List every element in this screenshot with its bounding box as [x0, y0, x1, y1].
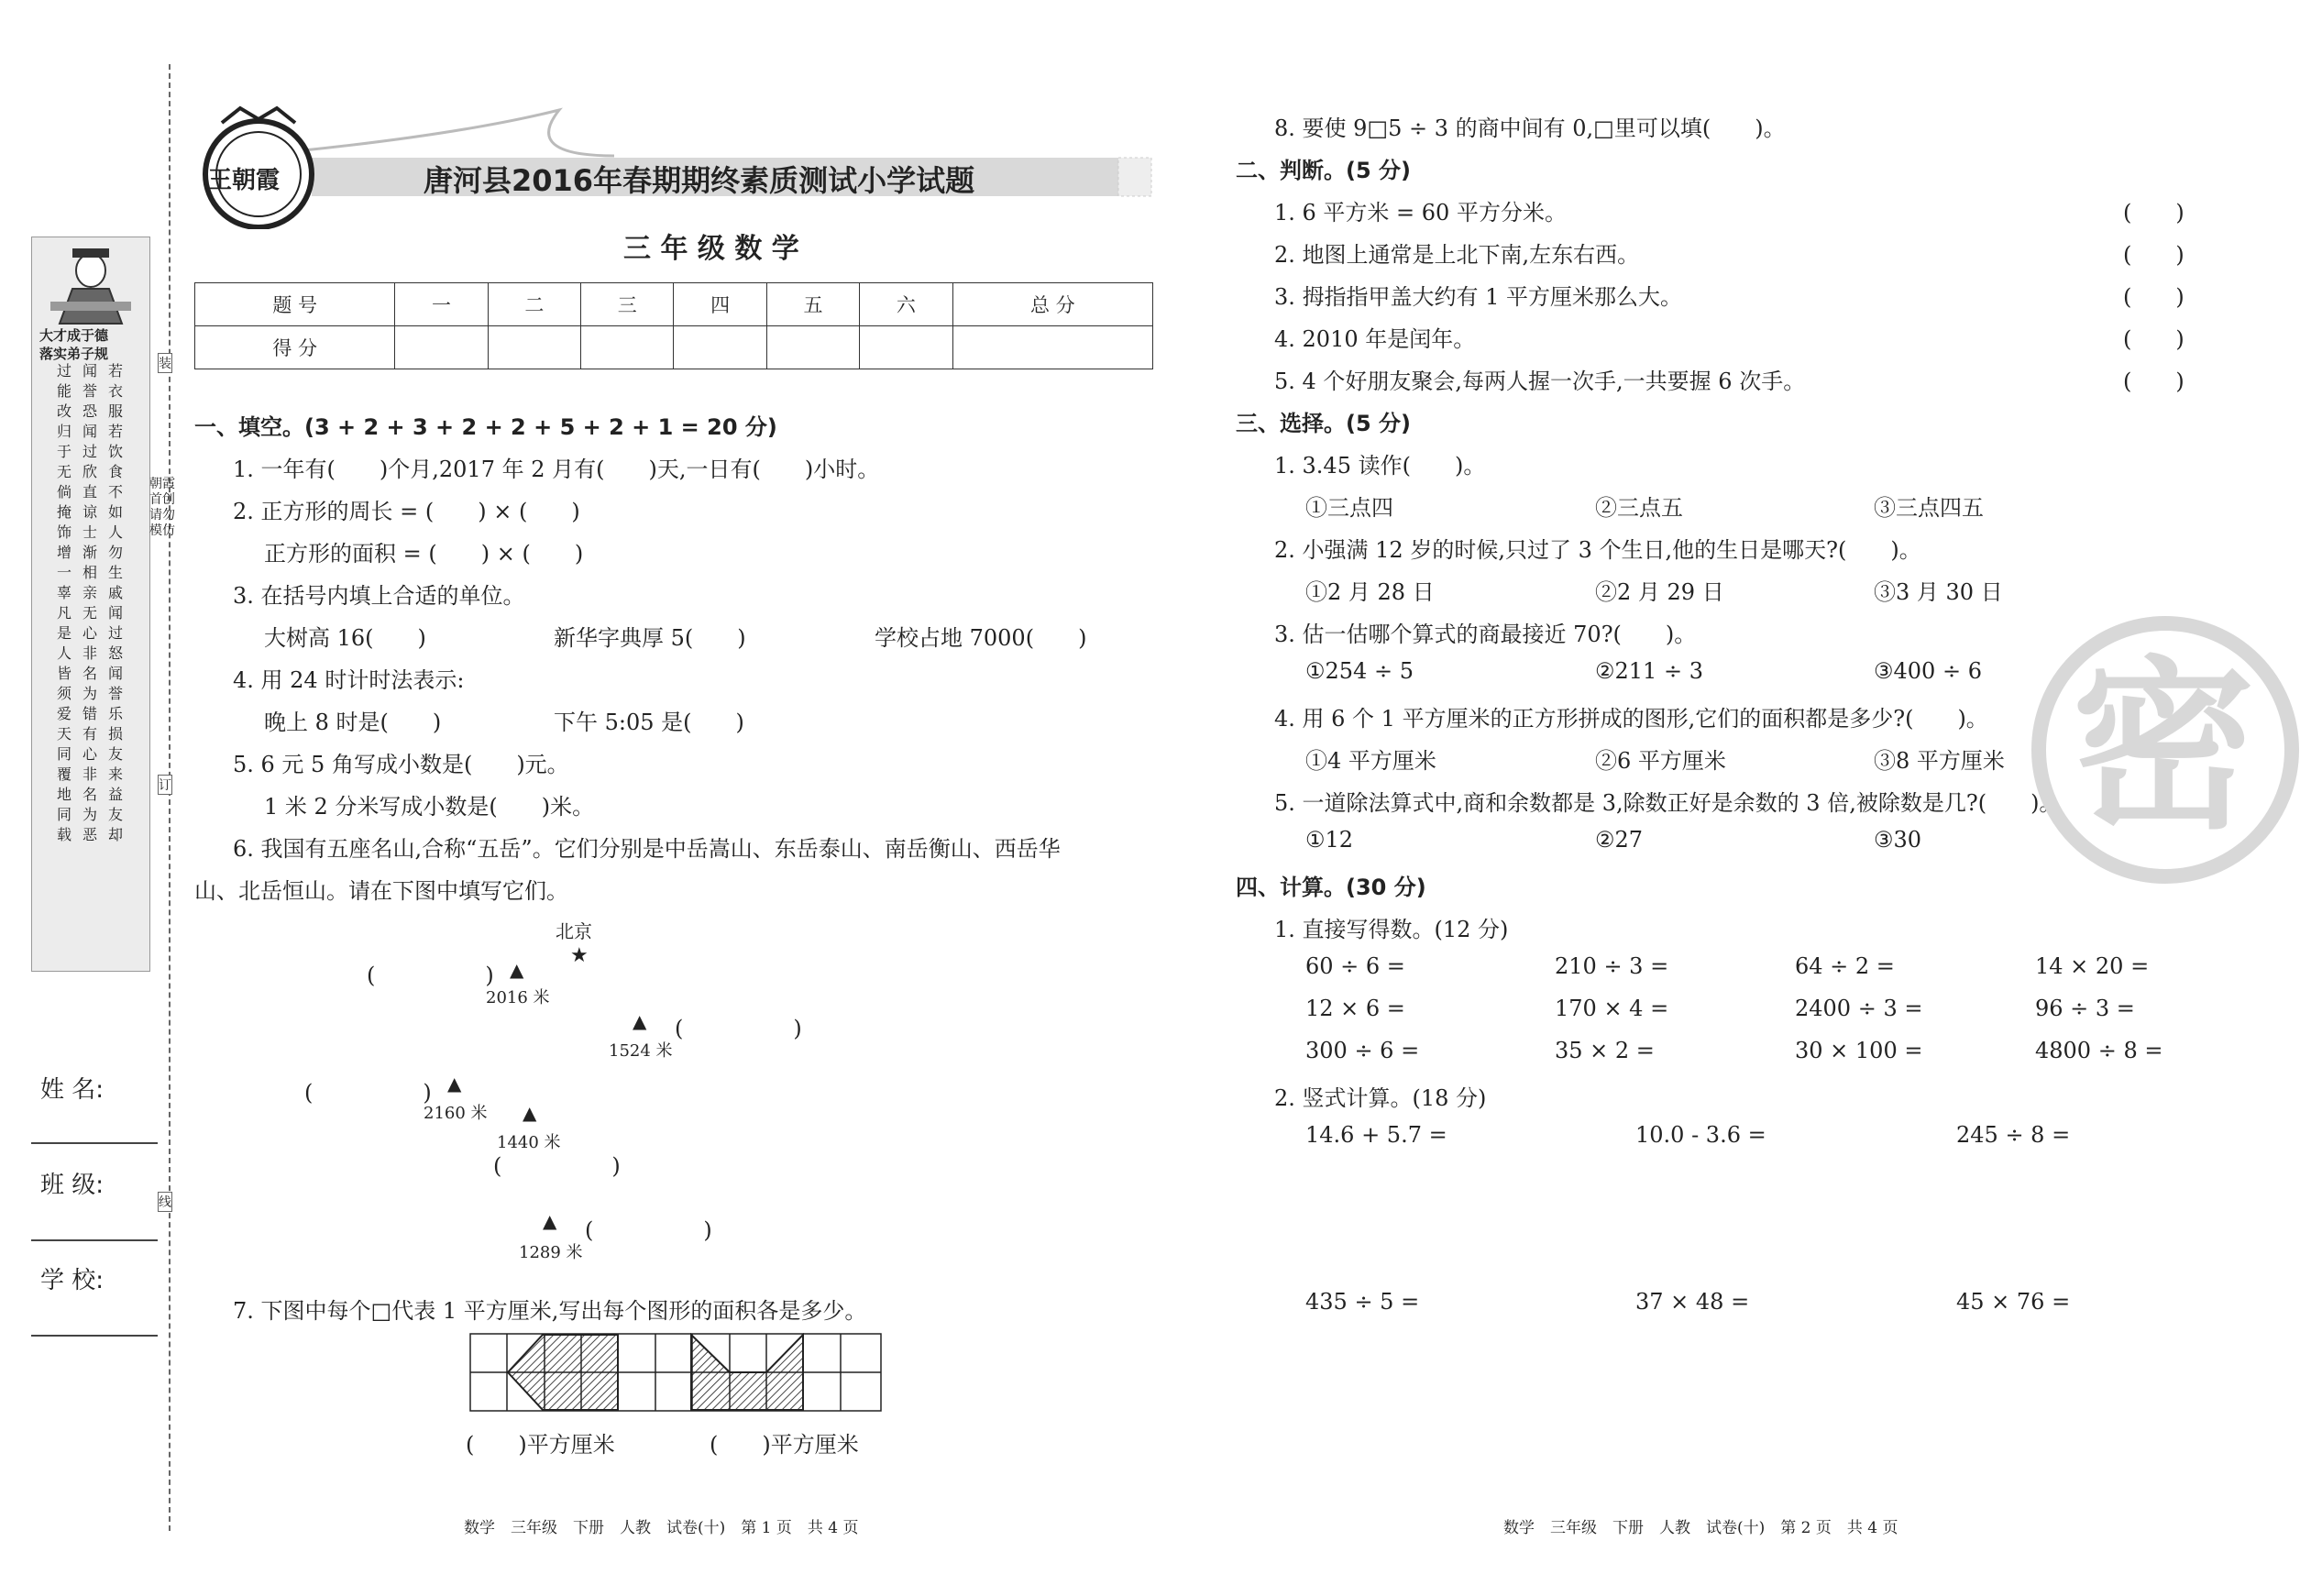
q6b: 山、北岳恒山。请在下图中填写它们。 — [194, 878, 568, 904]
choice-option[interactable]: ③8 平方厘米 — [1874, 748, 2005, 774]
oral-calc: 60 ÷ 6 = — [1305, 953, 1405, 979]
seal-mark-3: 线 — [158, 1192, 172, 1212]
vertical-calc: 37 × 48 = — [1635, 1289, 1750, 1315]
map-height-5: 1289 米 — [519, 1243, 583, 1262]
school-field[interactable] — [31, 1335, 158, 1337]
score-input-cell[interactable] — [952, 326, 1152, 369]
choice-question: 4. 用 6 个 1 平方厘米的正方形拼成的图形,它们的面积都是多少?( )。 — [1274, 706, 1988, 732]
oral-calc: 14 × 20 = — [2035, 953, 2150, 979]
judge-paren[interactable]: ( ) — [2123, 326, 2184, 352]
class-label: 班 级: — [40, 1172, 105, 1199]
choice-question: 2. 小强满 12 岁的时候,只过了 3 个生日,他的生日是哪天?( )。 — [1274, 537, 1921, 563]
choice-option[interactable]: ③三点四五 — [1874, 495, 1984, 521]
choice-option[interactable]: ②三点五 — [1595, 495, 1683, 521]
choice-option[interactable]: ①12 — [1305, 827, 1354, 853]
section-3-title: 三、选择。(5 分) — [1236, 411, 1411, 436]
score-input-cell[interactable] — [581, 326, 674, 369]
score-input-cell[interactable] — [395, 326, 488, 369]
oral-calc: 35 × 2 = — [1555, 1038, 1655, 1063]
map-blank-1[interactable]: ( ) — [367, 963, 494, 988]
oral-calc: 64 ÷ 2 = — [1795, 953, 1895, 979]
map-capital-label: 北京 — [556, 920, 592, 942]
motto-col-3: 若衣服若饮食不如人勿生戚闻过怒闻誉乐损友来益友却 — [107, 362, 123, 843]
q2a: 2. 正方形的周长 = ( ) × ( ) — [233, 499, 580, 524]
score-cell: 六 — [860, 283, 952, 326]
score-cell: 三 — [581, 283, 674, 326]
motto-title-2: 落实弟子规 — [39, 346, 109, 362]
score-cell: 二 — [488, 283, 580, 326]
q4: 4. 用 24 时计时法表示: — [233, 667, 465, 693]
choice-option[interactable]: ②211 ÷ 3 — [1595, 658, 1703, 684]
calc-1-title: 1. 直接写得数。(12 分) — [1274, 917, 1509, 942]
confidential-stamp — [2028, 612, 2300, 887]
mountain-triangle-icon: ▲ — [523, 1102, 537, 1124]
oral-calc: 170 × 4 = — [1555, 996, 1669, 1021]
score-cell: 一 — [395, 283, 488, 326]
score-input-cell[interactable] — [766, 326, 859, 369]
choice-question: 3. 估一估哪个算式的商最接近 70?( )。 — [1274, 622, 1697, 647]
q4a: 晚上 8 时是( ) — [264, 710, 442, 735]
q3a: 大树高 16( ) — [264, 625, 426, 651]
map-blank-3[interactable]: ( ) — [304, 1080, 432, 1106]
score-cell: 题 号 — [195, 283, 395, 326]
judge-item: 2. 地图上通常是上北下南,左东右西。 — [1274, 242, 1640, 268]
stamp-text: 密 — [2072, 641, 2256, 854]
q1: 1. 一年有( )个月,2017 年 2 月有( )天,一日有( )小时。 — [233, 457, 880, 482]
mountain-triangle-icon: ▲ — [447, 1073, 462, 1095]
score-table-score-row — [195, 326, 1153, 369]
name-label: 姓 名: — [40, 1076, 105, 1104]
score-input-cell[interactable] — [674, 326, 766, 369]
section-2-title: 二、判断。(5 分) — [1236, 158, 1411, 183]
class-field[interactable] — [31, 1239, 158, 1241]
motto-panel — [31, 237, 150, 972]
judge-item: 1. 6 平方米 = 60 平方分米。 — [1274, 200, 1567, 226]
copyright-note: 朝霞首创 请勿模仿 — [149, 477, 175, 538]
oral-calc: 12 × 6 = — [1305, 996, 1405, 1021]
choice-option[interactable]: ②27 — [1595, 827, 1644, 853]
choice-option[interactable]: ①2 月 28 日 — [1305, 579, 1435, 605]
choice-option[interactable]: ③30 — [1874, 827, 1922, 853]
score-cell: 四 — [674, 283, 766, 326]
q3b: 新华字典厚 5( ) — [554, 625, 746, 651]
subject-title: 三 年 级 数 学 — [623, 233, 799, 265]
exam-title: 唐河县2016年春期期终素质测试小学试题 — [424, 163, 975, 198]
map-height-2: 1524 米 — [609, 1041, 673, 1061]
right-footer: 数学 三年级 下册 人教 试卷(十) 第 2 页 共 4 页 — [1503, 1519, 1898, 1537]
oral-calc: 30 × 100 = — [1795, 1038, 1923, 1063]
binding-line — [169, 64, 171, 1531]
map-blank-2[interactable]: ( ) — [675, 1016, 802, 1041]
map-height-1: 2016 米 — [486, 988, 550, 1007]
choice-option[interactable]: ①4 平方厘米 — [1305, 748, 1436, 774]
school-label: 学 校: — [40, 1267, 105, 1294]
map-blank-4[interactable]: ( ) — [493, 1153, 621, 1179]
vertical-calc: 14.6 + 5.7 = — [1305, 1122, 1447, 1148]
score-input-cell[interactable] — [488, 326, 580, 369]
choice-question: 1. 3.45 读作( )。 — [1274, 453, 1486, 479]
calc-2-title: 2. 竖式计算。(18 分) — [1274, 1085, 1487, 1111]
q5a: 5. 6 元 5 角写成小数是( )元。 — [233, 752, 569, 777]
oral-calc: 4800 ÷ 8 = — [2035, 1038, 2163, 1063]
vertical-calc: 45 × 76 = — [1956, 1289, 2071, 1315]
scholar-illustration — [32, 243, 149, 325]
q6a: 6. 我国有五座名山,合称“五岳”。它们分别是中岳嵩山、东岳泰山、南岳衡山、西岳华 — [233, 836, 1061, 862]
judge-item: 4. 2010 年是闰年。 — [1274, 326, 1476, 352]
motto-col-2: 闻誉恐闻过欣直谅士渐相亲无心非名为错有心非名为恶 — [82, 362, 97, 843]
section-4-title: 四、计算。(30 分) — [1236, 875, 1426, 900]
score-cell: 得 分 — [195, 326, 395, 369]
judge-paren[interactable]: ( ) — [2123, 242, 2184, 268]
map-height-4: 1440 米 — [497, 1133, 561, 1152]
vertical-calc: 10.0 - 3.6 = — [1635, 1122, 1766, 1148]
q8: 8. 要使 9□5 ÷ 3 的商中间有 0,□里可以填( )。 — [1274, 116, 1786, 141]
oral-calc: 96 ÷ 3 = — [2035, 996, 2135, 1021]
q7-answer-b[interactable]: ( )平方厘米 — [710, 1432, 859, 1458]
q2b: 正方形的面积 = ( ) × ( ) — [264, 541, 584, 567]
area-grid-figure — [469, 1333, 882, 1412]
judge-item: 3. 拇指指甲盖大约有 1 平方厘米那么大。 — [1274, 284, 1683, 310]
map-height-3: 2160 米 — [424, 1104, 488, 1123]
left-footer: 数学 三年级 下册 人教 试卷(十) 第 1 页 共 4 页 — [464, 1519, 859, 1537]
q5b: 1 米 2 分米写成小数是( )米。 — [264, 794, 595, 820]
oral-calc: 210 ÷ 3 = — [1555, 953, 1669, 979]
seal-mark-1: 装 — [158, 353, 172, 373]
motto-title-1: 大才成于德 — [39, 327, 109, 344]
choice-option[interactable]: ①三点四 — [1305, 495, 1393, 521]
capital-star-icon: ★ — [570, 944, 589, 967]
motto-col-1: 过能改归于无倘掩饰增一辜凡是人皆须爱天同覆地同载 — [56, 362, 72, 843]
map-blank-5[interactable]: ( ) — [585, 1217, 712, 1243]
name-field[interactable] — [31, 1142, 158, 1144]
q3: 3. 在括号内填上合适的单位。 — [233, 583, 525, 609]
score-input-cell[interactable] — [860, 326, 952, 369]
score-table-header-row — [195, 283, 1153, 326]
vertical-calc: 435 ÷ 5 = — [1305, 1289, 1420, 1315]
choice-option[interactable]: ②2 月 29 日 — [1595, 579, 1724, 605]
choice-question: 5. 一道除法算式中,商和余数都是 3,除数正好是余数的 3 倍,被除数是几?( )。 — [1274, 790, 2062, 816]
oral-calc: 300 ÷ 6 = — [1305, 1038, 1420, 1063]
q3c: 学校占地 7000( ) — [875, 625, 1087, 651]
judge-paren[interactable]: ( ) — [2123, 284, 2184, 310]
vertical-calc: 245 ÷ 8 = — [1956, 1122, 2071, 1148]
mountain-triangle-icon: ▲ — [510, 959, 524, 981]
choice-option[interactable]: ①254 ÷ 5 — [1305, 658, 1414, 684]
choice-option[interactable]: ③3 月 30 日 — [1874, 579, 2003, 605]
q7: 7. 下图中每个□代表 1 平方厘米,写出每个图形的面积各是多少。 — [233, 1298, 867, 1324]
judge-paren[interactable]: ( ) — [2123, 369, 2184, 394]
score-table — [194, 282, 1153, 369]
q7-answer-a[interactable]: ( )平方厘米 — [466, 1432, 615, 1458]
judge-item: 5. 4 个好朋友聚会,每两人握一次手,一共要握 6 次手。 — [1274, 369, 1806, 394]
choice-option[interactable]: ②6 平方厘米 — [1595, 748, 1726, 774]
seal-mark-2: 订 — [158, 775, 172, 795]
choice-option[interactable]: ③400 ÷ 6 — [1874, 658, 1982, 684]
logo-text: 王朝霞 — [208, 167, 281, 194]
oral-calc: 2400 ÷ 3 = — [1795, 996, 1923, 1021]
judge-paren[interactable]: ( ) — [2123, 200, 2184, 226]
q4b: 下午 5:05 是( ) — [554, 710, 744, 735]
mountain-triangle-icon: ▲ — [633, 1010, 647, 1032]
score-cell: 五 — [766, 283, 859, 326]
score-cell: 总 分 — [952, 283, 1152, 326]
mountain-triangle-icon: ▲ — [543, 1210, 557, 1232]
section-1-title: 一、填空。(3 + 2 + 3 + 2 + 2 + 5 + 2 + 1 = 20 分) — [194, 414, 777, 440]
